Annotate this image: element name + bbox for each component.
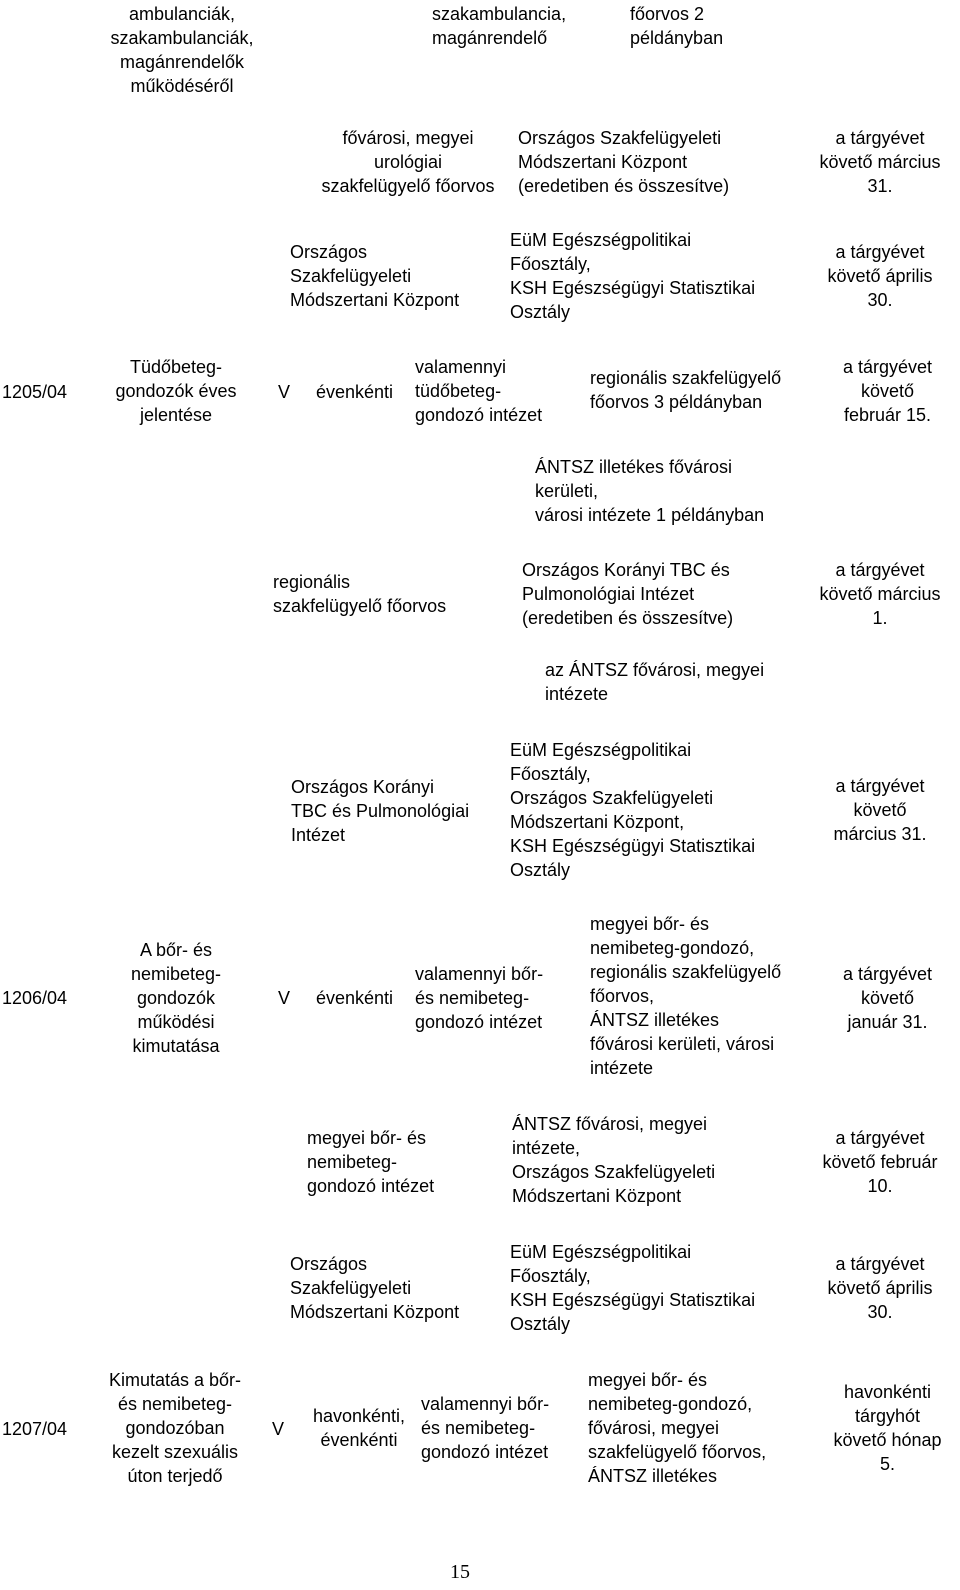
row9-deadline: havonkénti tárgyhót követő hónap 5. xyxy=(833,1382,942,1474)
row6-report-name: A bőr- és nemibeteg- gondozók működési kimutatása xyxy=(130,940,222,1056)
row9-recipient: megyei bőr- és nemibeteg-gondozó, fővárosi, megyei szakfelügyelő főorvos, ÁNTSZ illetékes xyxy=(588,1370,767,1486)
row5-deadline: a tárgyévet követő március 31. xyxy=(833,776,927,844)
row5-reporter: Országos Korányi TBC és Pulmonológiai Intézet xyxy=(291,777,470,845)
row4b-recipient: az ÁNTSZ fővárosi, megyei intézete xyxy=(545,660,765,704)
row6-reporter: valamennyi bőr- és nemibeteg- gondozó intézet xyxy=(415,964,544,1032)
row9-v-flag: V xyxy=(272,1419,285,1439)
row9-code: 1207/04 xyxy=(2,1419,68,1439)
row3-code: 1205/04 xyxy=(2,382,68,402)
row7-deadline: a tárgyévet követő február 10. xyxy=(822,1128,938,1196)
row0-recipient: főorvos 2 példányban xyxy=(630,4,724,48)
page-number: 15 xyxy=(450,1561,470,1583)
row3-deadline: a tárgyévet követő február 15. xyxy=(842,357,933,425)
row9-reporter: valamennyi bőr- és nemibeteg- gondozó intézet xyxy=(421,1394,550,1462)
row1-reporter: fővárosi, megyei urológiai szakfelügyelő főorvos xyxy=(321,128,495,196)
row3-report-name: Tüdőbeteg- gondozók éves jelentése xyxy=(115,357,237,425)
row9-frequency: havonkénti, évenkénti xyxy=(312,1406,406,1450)
row7-reporter: megyei bőr- és nemibeteg- gondozó intézet xyxy=(307,1128,435,1196)
row7-recipient: ÁNTSZ fővárosi, megyei intézete, Országos Szakfelügyeleti Módszertani Központ xyxy=(512,1114,716,1206)
row6-frequency: évenkénti xyxy=(316,988,394,1008)
row8-recipient: EüM Egészségpolitikai Főosztály, KSH Egészségügyi Statisztikai Osztály xyxy=(510,1242,756,1334)
row2-recipient: EüM Egészségpolitikai Főosztály, KSH Egészségügyi Statisztikai Osztály xyxy=(510,230,756,322)
row6-recipient: megyei bőr- és nemibeteg-gondozó, regionális szakfelügyelő főorvos, ÁNTSZ illetékes fővárosi kerületi, városi intézete xyxy=(590,914,782,1078)
row4-reporter: regionális szakfelügyelő főorvos xyxy=(273,572,447,616)
row6-v-flag: V xyxy=(278,988,291,1008)
row1-deadline: a tárgyévet követő március 31. xyxy=(819,128,941,196)
row0-report-name: ambulanciák, szakambulanciák, magánrendelők működéséről xyxy=(110,4,254,96)
row3-reporter: valamennyi tüdőbeteg- gondozó intézet xyxy=(415,357,543,425)
row3b-recipient: ÁNTSZ illetékes fővárosi kerületi, városi intézete 1 példányban xyxy=(535,457,765,525)
row6-deadline: a tárgyévet követő január 31. xyxy=(842,964,933,1032)
row3-v-flag: V xyxy=(278,382,291,402)
row1-recipient: Országos Szakfelügyeleti Módszertani Központ (eredetiben és összesítve) xyxy=(518,128,730,196)
row4-recipient: Országos Korányi TBC és Pulmonológiai Intézet (eredetiben és összesítve) xyxy=(522,560,734,628)
row2-deadline: a tárgyévet követő április 30. xyxy=(827,242,933,310)
row0-reporter: szakambulancia, magánrendelő xyxy=(432,4,567,48)
row5-recipient: EüM Egészségpolitikai Főosztály, Országos Szakfelügyeleti Módszertani Központ, KSH Egészségügyi Statisztikai Osztály xyxy=(510,740,756,880)
row4-deadline: a tárgyévet követő március 1. xyxy=(819,560,941,628)
row8-deadline: a tárgyévet követő április 30. xyxy=(827,1254,933,1322)
row9-report-name: Kimutatás a bőr- és nemibeteg- gondozóban kezelt szexuális úton terjedő xyxy=(108,1370,242,1486)
row8-reporter: Országos Szakfelügyeleti Módszertani Központ xyxy=(290,1254,460,1322)
row2-reporter: Országos Szakfelügyeleti Módszertani Központ xyxy=(290,242,460,310)
row3-recipient: regionális szakfelügyelő főorvos 3 példányban xyxy=(590,368,782,412)
row3-frequency: évenkénti xyxy=(316,382,394,402)
row6-code: 1206/04 xyxy=(2,988,68,1008)
